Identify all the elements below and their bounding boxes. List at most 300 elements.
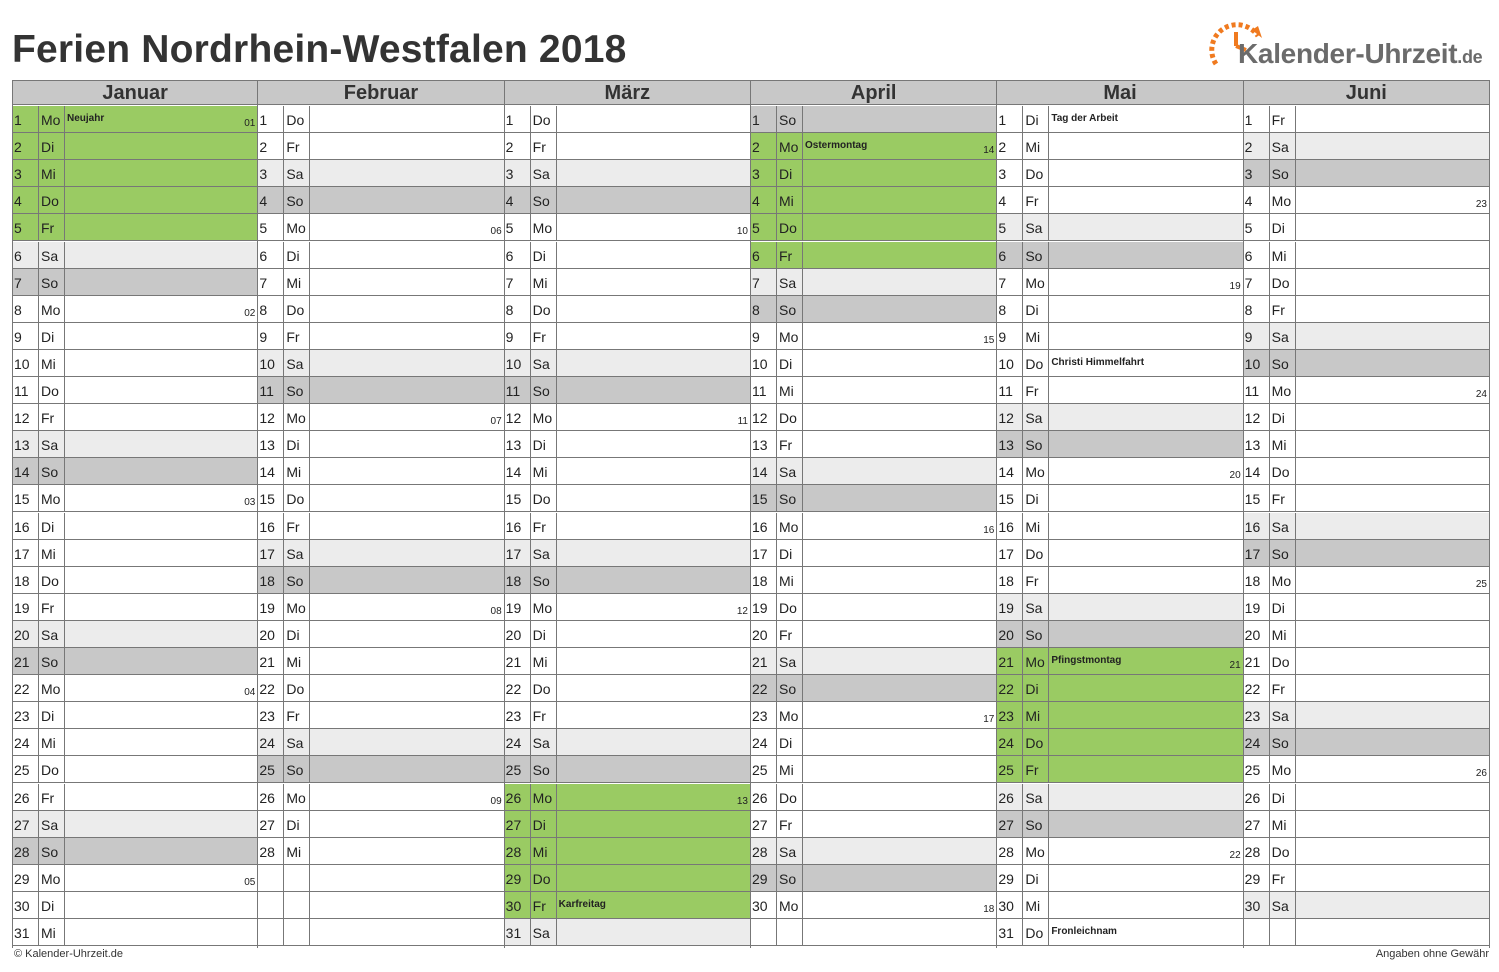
day-number: 10 [13, 350, 39, 376]
day-number: 4 [1244, 187, 1270, 213]
day-number: 25 [997, 756, 1023, 782]
holiday-label: Fronleichnam [1051, 926, 1117, 937]
weekday-label: So [1023, 621, 1049, 647]
day-row [13, 485, 257, 512]
day-row [13, 377, 257, 404]
day-number: 12 [258, 404, 284, 430]
day-number: 19 [1244, 594, 1270, 620]
weekday-label: So [39, 838, 65, 864]
day-row [751, 242, 996, 269]
weekday-label: Mi [531, 458, 557, 484]
day-row [13, 648, 257, 675]
day-row [505, 892, 750, 919]
day-row [505, 296, 750, 323]
weekday-label: Do [531, 485, 557, 511]
weekday-label: Fr [39, 594, 65, 620]
month-column [751, 80, 997, 948]
day-row [258, 242, 503, 269]
day-row [505, 621, 750, 648]
day-row [997, 323, 1242, 350]
day-number: 9 [258, 323, 284, 349]
weekday-label: Mo [531, 784, 557, 810]
week-number: 13 [736, 795, 748, 807]
day-number: 23 [1244, 702, 1270, 728]
month-header: Mai [997, 80, 1242, 105]
week-number: 11 [737, 416, 748, 428]
day-row [13, 187, 257, 214]
day-row [997, 187, 1242, 214]
weekday-label: So [1023, 811, 1049, 837]
weekday-label: Sa [1023, 784, 1049, 810]
day-number: 7 [258, 269, 284, 295]
day-row [505, 269, 750, 296]
day-number: 13 [505, 431, 531, 457]
weekday-label: Sa [284, 540, 310, 566]
day-number: 15 [997, 485, 1023, 511]
weekday-label: Sa [1270, 892, 1296, 918]
day-number: 22 [13, 675, 39, 701]
week-number: 23 [1475, 199, 1487, 211]
weekday-label: So [1270, 540, 1296, 566]
day-row [751, 377, 996, 404]
day-number: 6 [997, 242, 1023, 268]
day-number: 4 [997, 187, 1023, 213]
weekday-label: Fr [531, 702, 557, 728]
day-row [13, 242, 257, 269]
day-row [505, 404, 750, 431]
weekday-label: Do [1270, 458, 1296, 484]
week-number: 25 [1475, 578, 1487, 590]
weekday-label: Mi [284, 458, 310, 484]
day-number: 28 [505, 838, 531, 864]
day-number: 9 [505, 323, 531, 349]
weekday-label: Do [1270, 838, 1296, 864]
day-row [997, 729, 1242, 756]
weekday-label: Di [39, 513, 65, 539]
day-number [258, 865, 284, 891]
holiday-label: Tag der Arbeit [1051, 113, 1119, 124]
day-number: 27 [1244, 811, 1270, 837]
day-row [258, 648, 503, 675]
week-number: 24 [1475, 389, 1487, 400]
day-row [258, 756, 503, 783]
day-number: 8 [13, 296, 39, 322]
day-row [505, 458, 750, 485]
day-number: 12 [997, 404, 1023, 430]
weekday-label: Fr [39, 214, 65, 240]
day-row [13, 350, 257, 377]
day-row [258, 133, 503, 160]
day-number: 26 [505, 784, 531, 810]
day-number: 6 [258, 242, 284, 268]
weekday-label: Fr [1270, 865, 1296, 891]
weekday-label: Mo [284, 594, 310, 620]
week-number: 05 [244, 876, 256, 888]
weekday-label: Do [777, 784, 803, 810]
weekday-label: Mi [1270, 242, 1296, 268]
weekday-label: Fr [1270, 675, 1296, 701]
day-number: 15 [1244, 485, 1270, 511]
month-header: Januar [13, 80, 257, 105]
day-number: 12 [751, 404, 777, 430]
day-number: 17 [751, 540, 777, 566]
day-number: 29 [13, 865, 39, 891]
month-header: März [505, 80, 750, 105]
weekday-label: Do [777, 594, 803, 620]
day-row [1244, 513, 1489, 540]
day-number: 22 [997, 675, 1023, 701]
holiday-label: Christi Himmelfahrt [1051, 356, 1145, 368]
day-number: 7 [505, 269, 531, 295]
week-number: 04 [244, 687, 256, 699]
day-number: 22 [258, 675, 284, 701]
weekday-label: Fr [531, 892, 557, 918]
weekday-label: Mi [1023, 702, 1049, 728]
day-row [751, 675, 996, 702]
weekday-label [284, 865, 310, 891]
day-row [13, 214, 257, 241]
day-row [1244, 350, 1489, 377]
day-row [751, 431, 996, 458]
day-row [505, 242, 750, 269]
day-row [751, 296, 996, 323]
day-number: 11 [13, 377, 39, 403]
day-number: 7 [997, 269, 1023, 295]
weekday-label: Di [284, 431, 310, 457]
footer-copyright: © Kalender-Uhrzeit.de [14, 948, 123, 960]
week-number: 21 [1229, 660, 1241, 671]
day-number: 15 [13, 485, 39, 511]
weekday-label: Mi [1023, 892, 1049, 918]
month-header: April [751, 80, 996, 105]
weekday-label: Mo [777, 323, 803, 349]
day-row [13, 296, 257, 323]
weekday-label: Fr [777, 431, 803, 457]
day-number: 2 [1244, 133, 1270, 159]
weekday-label: Mo [1270, 187, 1296, 213]
day-row [505, 811, 750, 838]
weekday-label: Mo [39, 485, 65, 511]
day-number: 23 [258, 702, 284, 728]
weekday-label: Mo [39, 675, 65, 701]
day-number: 26 [13, 784, 39, 810]
day-row [505, 106, 750, 133]
day-row [1244, 865, 1489, 892]
weekday-label: Mi [531, 269, 557, 295]
day-row [751, 756, 996, 783]
day-number: 21 [505, 648, 531, 674]
empty-day-row [258, 919, 503, 946]
weekday-label: So [284, 187, 310, 213]
day-row [505, 540, 750, 567]
day-row [1244, 458, 1489, 485]
weekday-label: Mi [777, 756, 803, 782]
day-row [13, 160, 257, 187]
day-row [1244, 269, 1489, 296]
day-number: 20 [258, 621, 284, 647]
weekday-label: So [39, 648, 65, 674]
day-number: 20 [13, 621, 39, 647]
day-row [997, 811, 1242, 838]
day-row [1244, 323, 1489, 350]
day-number: 9 [997, 323, 1023, 349]
day-number: 9 [751, 323, 777, 349]
weekday-label: So [531, 187, 557, 213]
day-row [505, 214, 750, 241]
day-number: 4 [751, 187, 777, 213]
weekday-label: Do [284, 106, 310, 132]
day-number [258, 892, 284, 918]
day-row [751, 350, 996, 377]
day-number: 24 [751, 729, 777, 755]
day-number: 21 [751, 648, 777, 674]
week-number: 02 [244, 307, 256, 319]
day-number: 5 [258, 214, 284, 240]
weekday-label: Di [531, 621, 557, 647]
day-number: 1 [505, 106, 531, 132]
day-number: 24 [13, 729, 39, 755]
day-number: 2 [505, 133, 531, 159]
weekday-label: Mi [284, 648, 310, 674]
week-number: 26 [1475, 768, 1487, 780]
day-number: 21 [997, 648, 1023, 674]
day-number: 7 [13, 269, 39, 295]
weekday-label: Do [1023, 919, 1049, 945]
weekday-label: Sa [1023, 594, 1049, 620]
week-number: 14 [983, 145, 995, 157]
day-row [258, 784, 503, 811]
day-row [751, 648, 996, 675]
day-number: 25 [751, 756, 777, 782]
day-number: 11 [258, 377, 284, 403]
weekday-label: So [531, 567, 557, 593]
day-row [997, 756, 1242, 783]
day-row [13, 675, 257, 702]
day-number: 23 [751, 702, 777, 728]
day-number: 14 [505, 458, 531, 484]
day-row [258, 675, 503, 702]
weekday-label: So [284, 756, 310, 782]
day-number: 8 [997, 296, 1023, 322]
day-row [13, 702, 257, 729]
day-number: 28 [1244, 838, 1270, 864]
day-number: 20 [997, 621, 1023, 647]
day-number: 18 [997, 567, 1023, 593]
week-number: 22 [1229, 849, 1241, 861]
day-number: 8 [751, 296, 777, 322]
day-row [751, 540, 996, 567]
day-number: 28 [997, 838, 1023, 864]
weekday-label: So [284, 567, 310, 593]
brand-logo[interactable] [1206, 12, 1491, 78]
weekday-label: Di [1023, 675, 1049, 701]
day-number: 1 [1244, 106, 1270, 132]
day-row [13, 106, 257, 133]
day-number: 3 [751, 160, 777, 186]
weekday-label: Sa [1270, 323, 1296, 349]
day-row [1244, 540, 1489, 567]
day-number: 24 [997, 729, 1023, 755]
day-row [997, 377, 1242, 404]
day-number: 3 [505, 160, 531, 186]
week-number: 01 [244, 118, 256, 129]
weekday-label: Mi [777, 377, 803, 403]
day-row [997, 242, 1242, 269]
day-row [751, 133, 996, 160]
day-row [1244, 621, 1489, 648]
day-row [505, 431, 750, 458]
week-number: 12 [736, 605, 748, 617]
day-row [751, 269, 996, 296]
empty-day-row [1244, 919, 1489, 946]
month-header: Februar [258, 80, 503, 105]
day-number: 13 [13, 431, 39, 457]
day-row [751, 567, 996, 594]
day-number: 19 [997, 594, 1023, 620]
day-row [1244, 377, 1489, 404]
day-row [258, 187, 503, 214]
weekday-label: Di [39, 702, 65, 728]
weekday-label: Sa [777, 838, 803, 864]
day-row [258, 567, 503, 594]
day-row [13, 458, 257, 485]
day-row [1244, 431, 1489, 458]
day-row [997, 133, 1242, 160]
weekday-label: Di [777, 350, 803, 376]
weekday-label: Sa [777, 648, 803, 674]
weekday-label: Mo [777, 133, 803, 159]
day-row [997, 648, 1242, 675]
day-row [997, 702, 1242, 729]
weekday-label: Do [531, 106, 557, 132]
holiday-label: Ostermontag [805, 140, 868, 152]
day-number: 12 [1244, 404, 1270, 430]
day-row [13, 594, 257, 621]
weekday-label: Fr [777, 811, 803, 837]
day-number: 19 [13, 594, 39, 620]
day-row [258, 458, 503, 485]
day-row [997, 513, 1242, 540]
weekday-label: Mi [1023, 513, 1049, 539]
weekday-label: Di [284, 621, 310, 647]
weekday-label: Fr [777, 242, 803, 268]
month-column [1244, 80, 1490, 948]
day-row [751, 811, 996, 838]
weekday-label: Sa [1023, 404, 1049, 430]
day-row [13, 431, 257, 458]
weekday-label: Mo [531, 214, 557, 240]
day-number: 13 [751, 431, 777, 457]
day-number: 28 [751, 838, 777, 864]
day-number: 18 [505, 567, 531, 593]
day-row [258, 729, 503, 756]
day-row [997, 296, 1242, 323]
day-row [997, 594, 1242, 621]
weekday-label: Mi [1270, 811, 1296, 837]
day-row [997, 567, 1242, 594]
weekday-label: Sa [284, 350, 310, 376]
weekday-label: Di [777, 540, 803, 566]
day-number: 15 [751, 485, 777, 511]
day-row [1244, 214, 1489, 241]
day-number: 31 [505, 919, 531, 945]
day-row [997, 784, 1242, 811]
day-number: 27 [258, 811, 284, 837]
weekday-label: Do [531, 296, 557, 322]
day-row [1244, 892, 1489, 919]
weekday-label: Sa [39, 242, 65, 268]
day-number: 27 [505, 811, 531, 837]
weekday-label: Mo [1270, 756, 1296, 782]
day-number: 6 [1244, 242, 1270, 268]
day-number: 15 [505, 485, 531, 511]
weekday-label: Sa [1270, 513, 1296, 539]
day-row [1244, 784, 1489, 811]
day-row [751, 214, 996, 241]
day-row [258, 702, 503, 729]
weekday-label: Mo [777, 702, 803, 728]
day-number: 19 [505, 594, 531, 620]
day-number: 11 [1244, 377, 1270, 403]
weekday-label: Sa [1270, 133, 1296, 159]
weekday-label: Mi [777, 187, 803, 213]
day-row [1244, 594, 1489, 621]
calendar-grid [12, 80, 1490, 948]
day-row [751, 513, 996, 540]
day-number: 12 [13, 404, 39, 430]
day-row [1244, 106, 1489, 133]
day-row [258, 160, 503, 187]
weekday-label: Sa [1270, 702, 1296, 728]
day-number: 17 [505, 540, 531, 566]
weekday-label: Do [531, 865, 557, 891]
day-row [751, 838, 996, 865]
weekday-label: Mo [777, 513, 803, 539]
logo-main: Kalender-Uhrzeit [1238, 38, 1458, 69]
weekday-label: Mo [284, 214, 310, 240]
weekday-label: Fr [777, 621, 803, 647]
day-row [751, 187, 996, 214]
day-number: 2 [751, 133, 777, 159]
week-number: 08 [490, 605, 502, 617]
day-number: 10 [505, 350, 531, 376]
day-number: 25 [258, 756, 284, 782]
day-number: 12 [505, 404, 531, 430]
weekday-label: Sa [531, 160, 557, 186]
weekday-label: Sa [777, 269, 803, 295]
day-number: 14 [751, 458, 777, 484]
day-number: 18 [1244, 567, 1270, 593]
weekday-label: Fr [531, 323, 557, 349]
day-row [997, 892, 1242, 919]
weekday-label: Mo [1270, 377, 1296, 403]
day-row [997, 458, 1242, 485]
day-number: 25 [13, 756, 39, 782]
day-row [505, 485, 750, 512]
holiday-label: Neujahr [67, 113, 105, 124]
day-number: 19 [258, 594, 284, 620]
day-row [751, 594, 996, 621]
weekday-label: Do [1023, 160, 1049, 186]
footer-disclaimer: Angaben ohne Gewähr [1375, 948, 1489, 960]
day-number: 10 [751, 350, 777, 376]
logo-text [1238, 38, 1482, 70]
day-row [1244, 648, 1489, 675]
day-row [1244, 729, 1489, 756]
day-number: 23 [13, 702, 39, 728]
day-number: 16 [997, 513, 1023, 539]
day-number: 6 [751, 242, 777, 268]
